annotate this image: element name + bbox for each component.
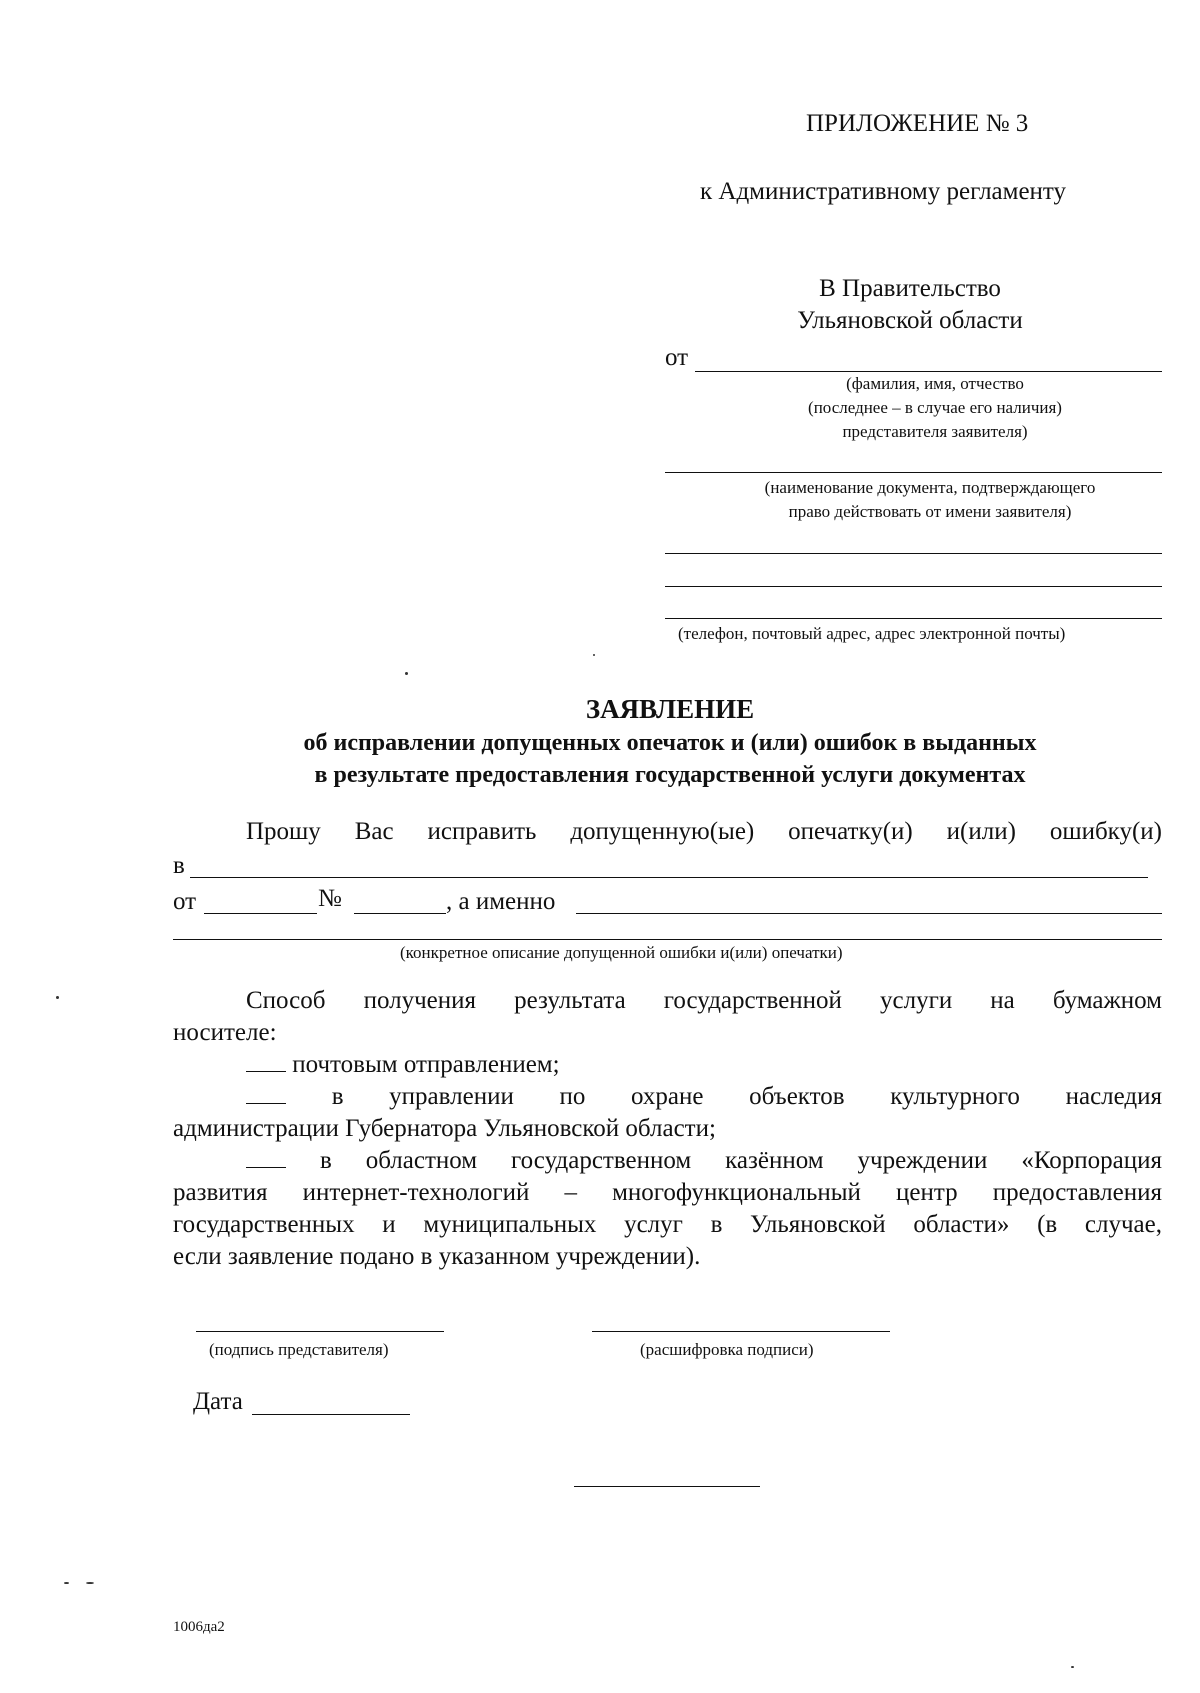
scan-speck [593, 654, 595, 656]
signature-line [196, 1331, 444, 1332]
applicant-name-line [695, 371, 1162, 372]
method-intro-2: носителе: [173, 1019, 277, 1046]
number-label: № [318, 885, 342, 912]
scan-speck [405, 672, 408, 675]
description-hint: (конкретное описание допущенной ошибки и(или) опечатки) [400, 943, 843, 962]
scan-speck [1071, 1666, 1074, 1668]
option-3 [173, 1145, 1162, 1177]
document-number-line [354, 913, 446, 914]
method-section [173, 985, 1162, 1273]
contact-line-3 [665, 618, 1162, 619]
option-3-continued-2: государственных и муниципальных услуг в Ульяновской области» (в случае, [173, 1211, 1162, 1238]
option-3-label: в областном государственном казённом учреждении «Корпорация [319, 1147, 1163, 1174]
contact-line-1 [665, 553, 1162, 554]
scan-speck [64, 1582, 69, 1584]
date-label: Дата [193, 1388, 243, 1415]
addressee-line-2: Ульяновской области [797, 307, 1023, 334]
option-2-label: в управлении по охране объектов культурного наследия [331, 1083, 1163, 1110]
option-3-checkbox-line[interactable] [246, 1166, 286, 1168]
date-from-label: от [173, 888, 197, 915]
signature-decode-line [592, 1331, 890, 1332]
option-3-continued-3: если заявление подано в указанном учреждении). [173, 1243, 701, 1270]
contact-line-2 [665, 586, 1162, 587]
document-name-line [190, 877, 1148, 878]
statement-subtitle-2: в результате предоставления государственной услуги документах [314, 762, 1026, 788]
name-hint-1: (фамилия, имя, отчество [846, 374, 1024, 393]
statement-heading: ЗАЯВЛЕНИЕ [585, 694, 755, 724]
option-3-continued-1: развития интернет-технологий – многофункциональный центр предоставления [173, 1179, 1162, 1206]
signature-hint: (подпись представителя) [209, 1340, 389, 1359]
option-1 [173, 1049, 1162, 1081]
in-label: в [173, 852, 185, 879]
issue-date-line [204, 913, 317, 914]
document-hint-2: право действовать от имени заявителя) [788, 502, 1072, 521]
option-2-checkbox-line[interactable] [246, 1102, 286, 1104]
closing-rule [574, 1486, 760, 1487]
addressee-line-1: В Правительство [819, 275, 1001, 302]
footer-code: 1006да2 [173, 1619, 225, 1635]
method-intro-1: Способ получения результата государственной услуги на бумажном [246, 987, 1162, 1014]
option-2 [173, 1081, 1162, 1113]
contact-hint: (телефон, почтовый адрес, адрес электронной почты) [678, 624, 1066, 643]
option-1-label: почтовым отправлением; [292, 1051, 560, 1078]
request-text: Прошу Вас исправить допущенную(ые) опечатку(и) и(или) ошибку(и) [246, 818, 1162, 845]
statement-subtitle-1: об исправлении допущенных опечаток и (или) ошибок в выданных [303, 730, 1037, 756]
name-hint-2: (последнее – в случае его наличия) [808, 398, 1062, 417]
option-1-checkbox-line[interactable] [246, 1070, 286, 1072]
name-hint-3: представителя заявителя) [842, 422, 1028, 441]
regulation-reference: к Административному регламенту [700, 178, 1067, 205]
namely-label: , а именно [446, 888, 556, 915]
namely-line [576, 913, 1162, 914]
from-label: от [665, 344, 689, 371]
scan-speck [56, 996, 59, 999]
document-hint-1: (наименование документа, подтверждающего [764, 478, 1096, 497]
description-line [173, 939, 1162, 940]
signature-decode-hint: (расшифровка подписи) [640, 1340, 814, 1359]
option-2-continued: администрации Губернатора Ульяновской области; [173, 1115, 716, 1142]
appendix-title: ПРИЛОЖЕНИЕ № 3 [806, 110, 1029, 137]
authority-document-line [665, 472, 1162, 473]
date-line [252, 1414, 410, 1415]
scan-speck [86, 1582, 94, 1584]
